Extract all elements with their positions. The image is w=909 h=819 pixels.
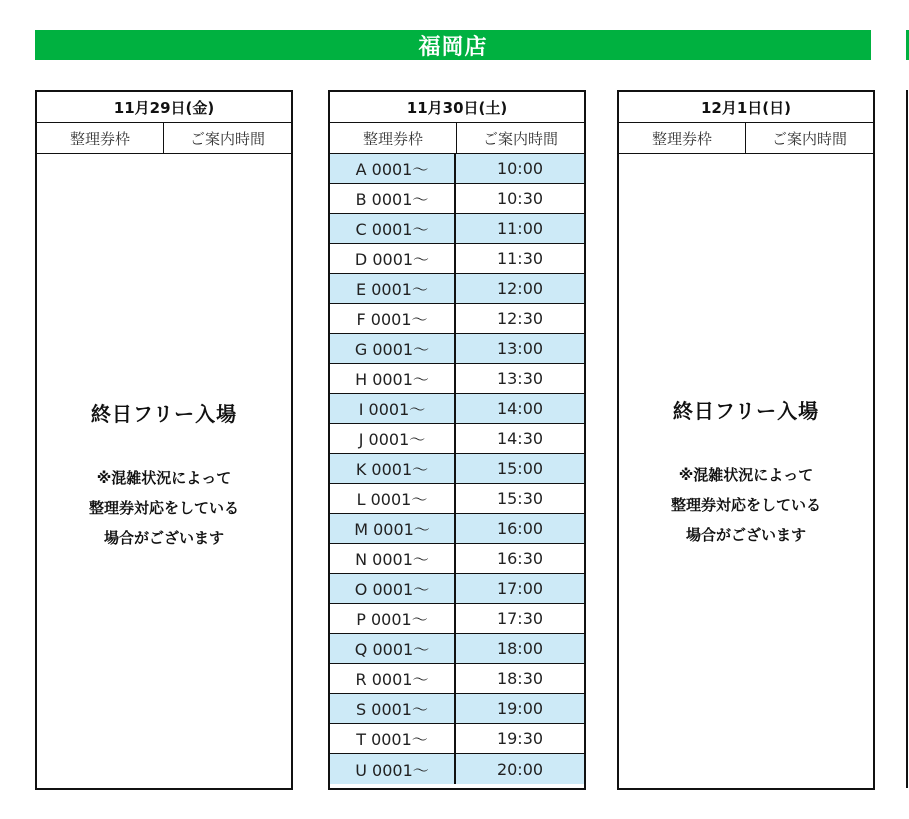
note-line: ※混雑状況によって	[678, 466, 814, 484]
slot-cell: N 0001～	[330, 544, 456, 573]
slot-cell: G 0001～	[330, 334, 456, 363]
slot-cell: B 0001～	[330, 184, 456, 213]
time-cell: 13:30	[496, 369, 544, 388]
slot-header: 整理券枠	[619, 123, 746, 153]
time-cell: 18:00	[496, 639, 544, 658]
slot-cell: U 0001～	[330, 754, 456, 784]
table-row	[330, 334, 584, 364]
free-entry-title: 終日フリー入場	[90, 402, 238, 426]
table-row	[330, 484, 584, 514]
time-cell: 11:00	[496, 219, 544, 238]
free-entry-panel	[619, 154, 873, 788]
date-header: 11月30日(土)	[330, 92, 584, 123]
time-cell: 15:00	[496, 459, 544, 478]
time-cell: 17:00	[496, 579, 544, 598]
time-cell: 19:00	[496, 699, 544, 718]
slot-header: 整理券枠	[37, 123, 164, 153]
time-cell: 11:30	[496, 249, 544, 268]
slot-cell: M 0001～	[330, 514, 456, 543]
congestion-note	[89, 463, 239, 553]
note-line: 場合がございます	[103, 529, 224, 547]
note-line: 整理券対応をしている	[670, 496, 821, 514]
schedule-table	[330, 154, 584, 784]
note-line: 場合がございます	[685, 526, 806, 544]
time-cell: 15:30	[496, 489, 544, 508]
table-row	[330, 214, 584, 244]
next-column-edge	[906, 90, 908, 788]
table-row	[330, 544, 584, 574]
day-column-nov30	[328, 90, 586, 790]
slot-cell: A 0001～	[330, 154, 456, 183]
sub-header	[37, 123, 291, 154]
day-column-dec1	[617, 90, 875, 790]
table-row	[330, 754, 584, 784]
slot-cell: C 0001～	[330, 214, 456, 243]
note-line: ※混雑状況によって	[96, 469, 232, 487]
table-row	[330, 394, 584, 424]
table-row	[330, 244, 584, 274]
sub-header	[330, 123, 584, 154]
slot-cell: I 0001～	[330, 394, 456, 423]
table-row	[330, 364, 584, 394]
slot-cell: Q 0001～	[330, 634, 456, 663]
time-cell: 16:30	[496, 549, 544, 568]
table-row	[330, 514, 584, 544]
table-row	[330, 604, 584, 634]
table-row	[330, 694, 584, 724]
slot-cell: O 0001～	[330, 574, 456, 603]
time-cell: 20:00	[496, 759, 544, 779]
time-cell: 10:00	[496, 159, 544, 178]
slot-cell: K 0001～	[330, 454, 456, 483]
time-cell: 10:30	[496, 189, 544, 208]
time-cell: 12:00	[496, 279, 544, 298]
time-cell: 12:30	[496, 309, 544, 328]
time-header: ご案内時間	[482, 129, 558, 148]
free-entry-title: 終日フリー入場	[672, 399, 820, 423]
free-entry-panel	[37, 154, 291, 788]
store-name: 福岡店	[418, 34, 488, 60]
table-row	[330, 574, 584, 604]
slot-cell: T 0001～	[330, 724, 456, 753]
table-row	[330, 634, 584, 664]
slot-cell: P 0001～	[330, 604, 456, 633]
slot-cell: R 0001～	[330, 664, 456, 693]
slot-cell: F 0001～	[330, 304, 456, 333]
table-row	[330, 454, 584, 484]
time-cell: 17:30	[496, 609, 544, 628]
table-row	[330, 724, 584, 754]
time-cell: 14:30	[496, 429, 544, 448]
note-line: 整理券対応をしている	[88, 499, 239, 517]
date-header: 12月1日(日)	[619, 92, 873, 123]
time-header: ご案内時間	[189, 129, 265, 148]
time-cell: 14:00	[496, 399, 544, 418]
time-cell: 18:30	[496, 669, 544, 688]
time-cell: 16:00	[496, 519, 544, 538]
slot-cell: J 0001～	[330, 424, 456, 453]
table-row	[330, 304, 584, 334]
table-row	[330, 424, 584, 454]
slot-cell: L 0001～	[330, 484, 456, 513]
date-header: 11月29日(金)	[37, 92, 291, 123]
slot-header: 整理券枠	[330, 123, 457, 153]
slot-cell: S 0001～	[330, 694, 456, 723]
slot-cell: H 0001～	[330, 364, 456, 393]
table-row	[330, 184, 584, 214]
time-cell: 19:30	[496, 729, 544, 748]
sub-header	[619, 123, 873, 154]
table-row	[330, 154, 584, 184]
time-cell: 13:00	[496, 339, 544, 358]
time-header: ご案内時間	[771, 129, 847, 148]
store-banner	[35, 30, 871, 60]
slot-cell: E 0001～	[330, 274, 456, 303]
table-row	[330, 274, 584, 304]
day-column-nov29	[35, 90, 293, 790]
congestion-note	[671, 460, 821, 550]
table-row	[330, 664, 584, 694]
slot-cell: D 0001～	[330, 244, 456, 273]
